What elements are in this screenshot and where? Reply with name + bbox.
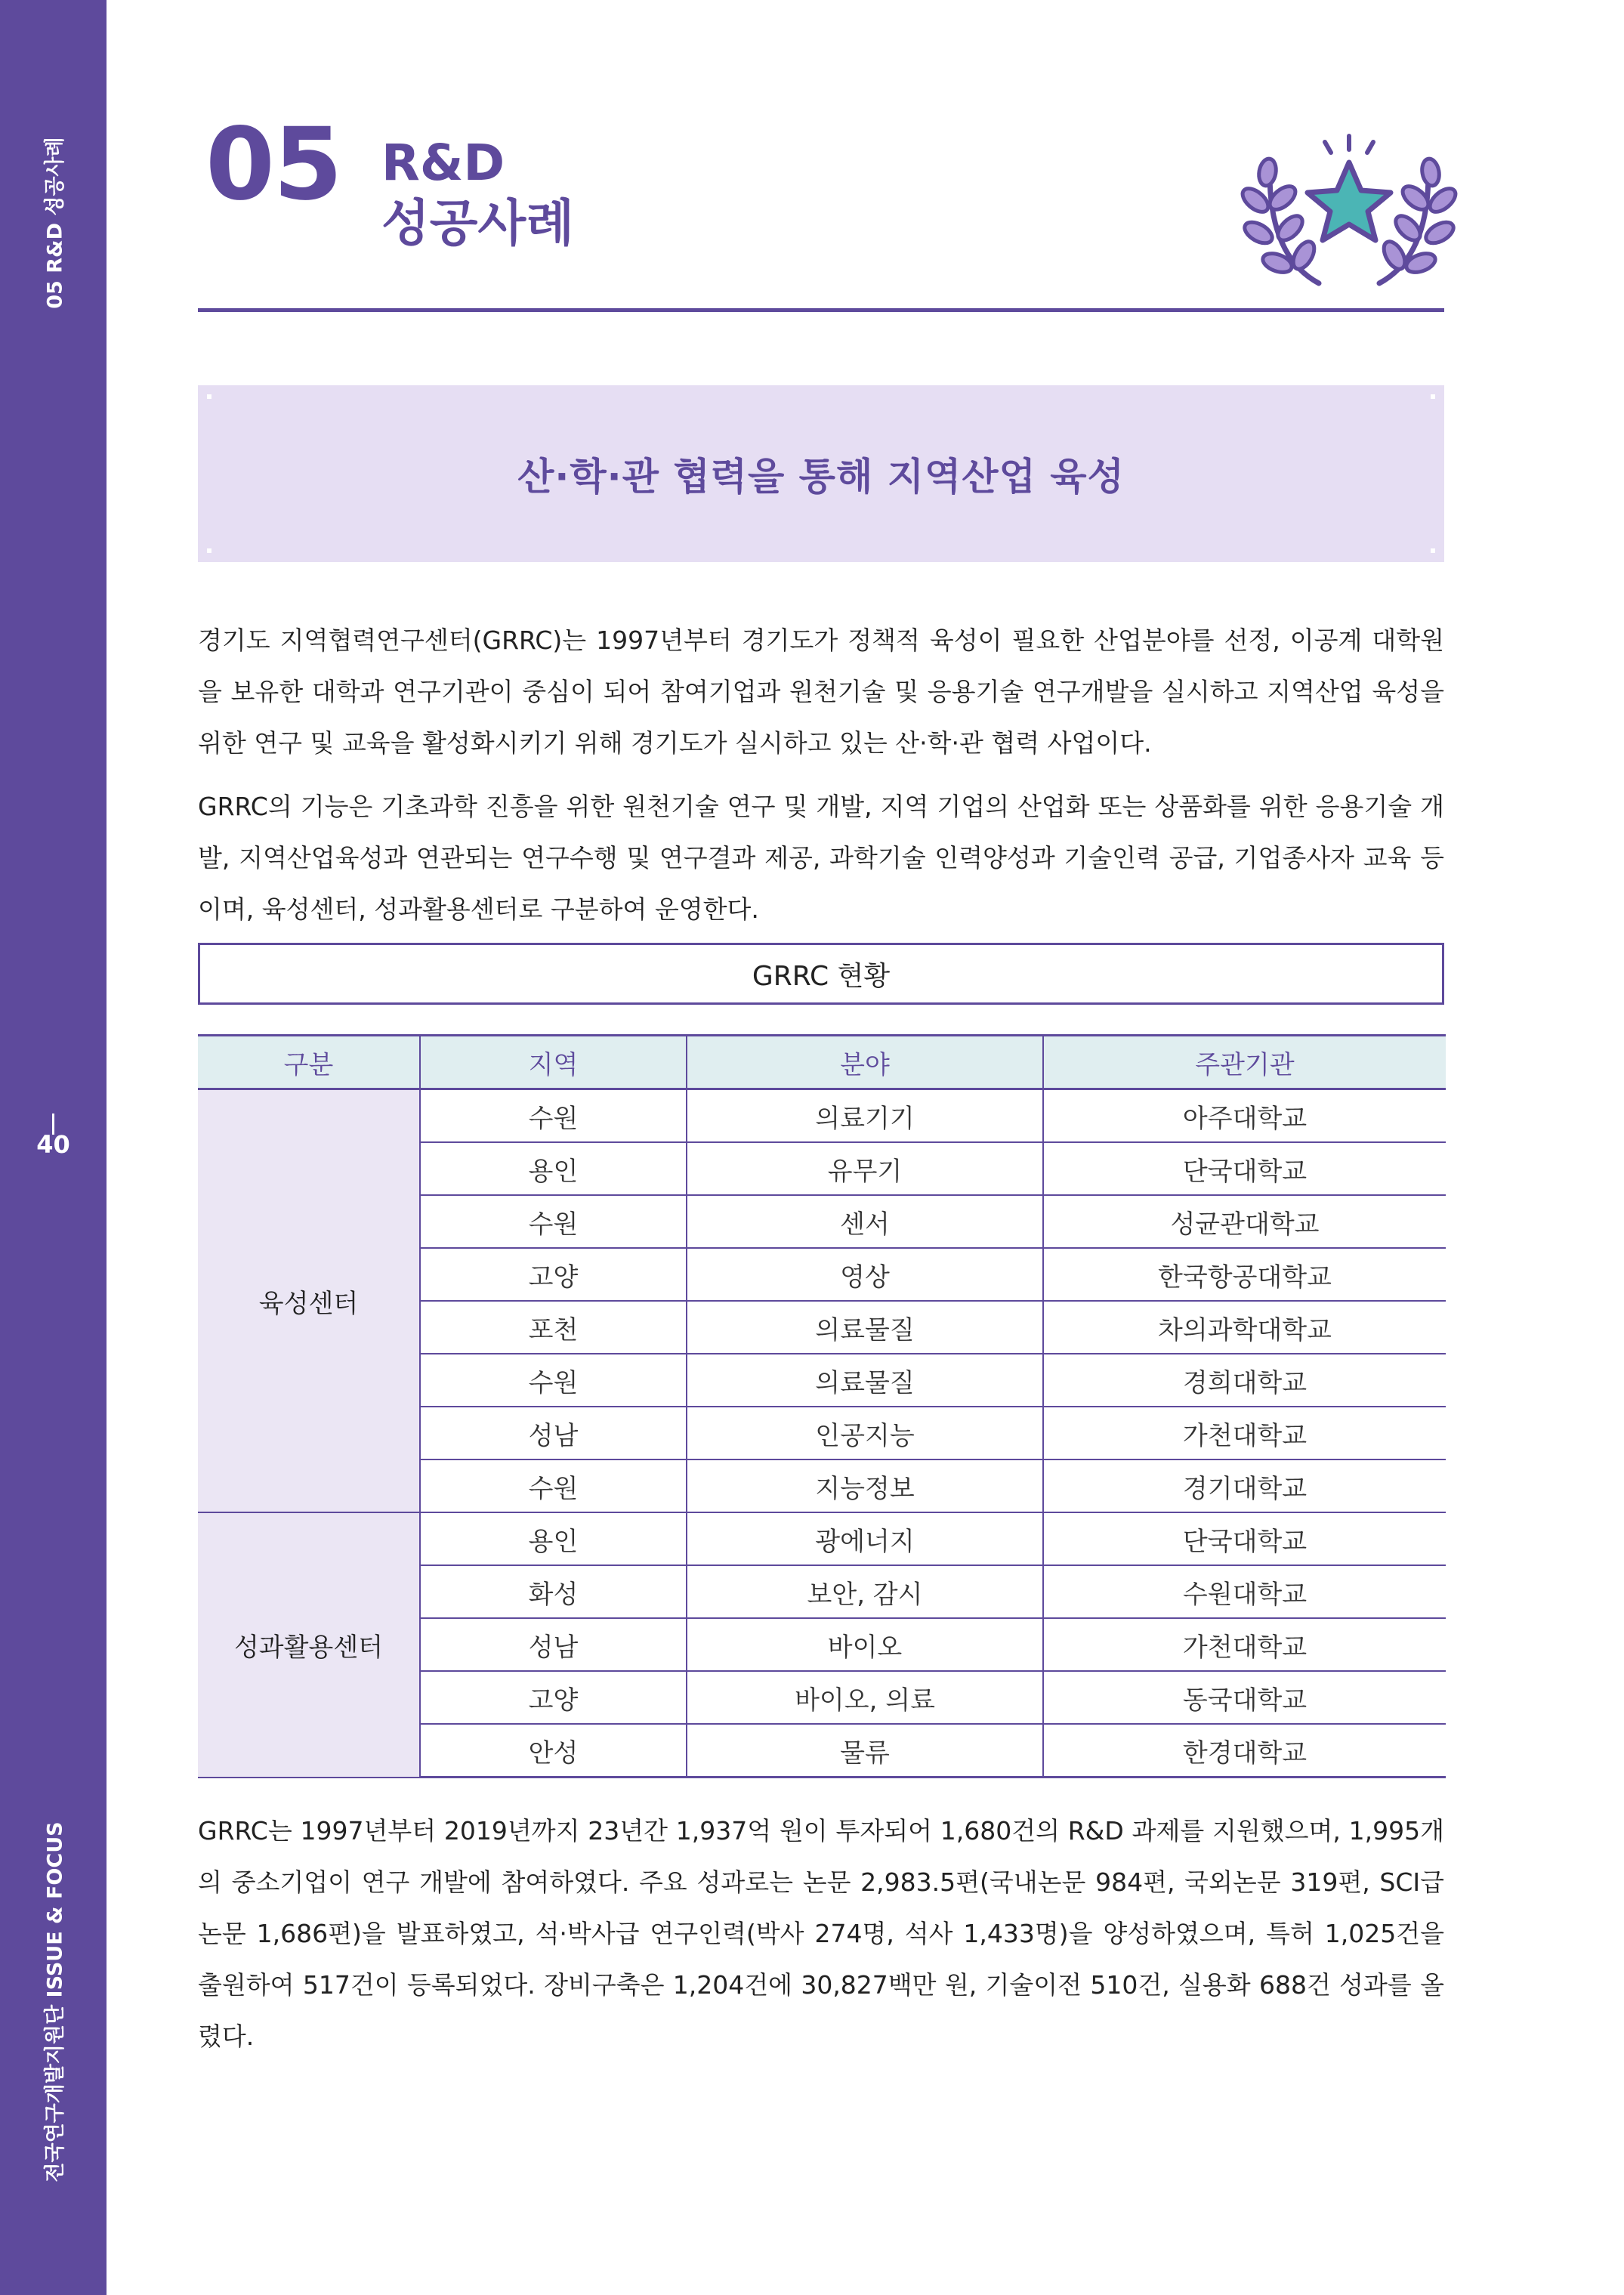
institution-cell: 가천대학교 (1043, 1407, 1446, 1459)
banner-corner-dot (1429, 547, 1437, 554)
banner-corner-dot (1429, 393, 1437, 400)
field-cell: 광에너지 (687, 1512, 1043, 1565)
field-cell: 인공지능 (687, 1407, 1043, 1459)
group-cell: 성과활용센터 (198, 1512, 420, 1778)
region-cell: 화성 (420, 1565, 687, 1618)
field-cell: 바이오 (687, 1618, 1043, 1671)
region-cell: 수원 (420, 1195, 687, 1248)
table-row (198, 1512, 1446, 1565)
institution-cell: 아주대학교 (1043, 1089, 1446, 1143)
region-cell: 포천 (420, 1301, 687, 1354)
field-cell: 센서 (687, 1195, 1043, 1248)
institution-cell: 단국대학교 (1043, 1142, 1446, 1195)
header-institution: 주관기관 (1043, 1036, 1446, 1089)
region-cell: 용인 (420, 1142, 687, 1195)
section-label: 05 R&D 성공사례 (43, 137, 67, 309)
banner-corner-dot (205, 547, 213, 554)
institution-cell: 가천대학교 (1043, 1618, 1446, 1671)
institution-cell: 동국대학교 (1043, 1671, 1446, 1724)
field-cell: 의료기기 (687, 1089, 1043, 1143)
region-cell: 수원 (420, 1354, 687, 1407)
laurel-star-icon (1236, 128, 1462, 302)
institution-cell: 한국항공대학교 (1043, 1248, 1446, 1301)
region-cell: 수원 (420, 1459, 687, 1512)
region-cell: 안성 (420, 1724, 687, 1778)
grrc-table (198, 1034, 1446, 1778)
field-cell: 보안, 감시 (687, 1565, 1043, 1618)
institution-cell: 성균관대학교 (1043, 1195, 1446, 1248)
field-cell: 물류 (687, 1724, 1043, 1778)
region-cell: 용인 (420, 1512, 687, 1565)
intro-paragraph: 경기도 지역협력연구센터(GRRC)는 1997년부터 경기도가 정책적 육성이 필요한 산업분야를 선정, 이공계 대학원을 보유한 대학과 연구기관이 중심이 되어 참여기업과 원천기술 및 응용기술 연구개발을 실시하고 지역산업 육성을 위한 연구 및 교육을 활성화시키기 위해 경기도가 실시하고 있는 산·학·관 협력 사업이다. (198, 625, 1444, 758)
results-paragraph: GRRC는 1997년부터 2019년까지 23년간 1,937억 원이 투자되어 1,680건의 R&D 과제를 지원했으며, 1,995개의 중소기업이 연구 개발에 참여하였다. 주요 성과로는 논문 2,983.5편(국내논문 984편, 국외논문 319편, SCI급 논문 1,686편)을 발표하였고, 석·박사급 연구인력(박사 274명, 석사 1,433명)을 양성하였으며, 특허 1,025건을 출원하여 517건이 등록되었다. 장비구축은 1,204건에 30,827백만 원, 기술이전 510건, 실용화 688건 성과를 올렸다. (198, 1816, 1444, 2051)
institution-cell: 수원대학교 (1043, 1565, 1446, 1618)
banner-title: 산·학·관 협력을 통해 지역산업 육성 (517, 455, 1125, 499)
region-cell: 고양 (420, 1671, 687, 1724)
section-title-line1: R&D (381, 134, 505, 192)
field-cell: 의료물질 (687, 1354, 1043, 1407)
field-cell: 유무기 (687, 1142, 1043, 1195)
region-cell: 성남 (420, 1618, 687, 1671)
section-number: 05 (205, 107, 341, 223)
institution-cell: 경기대학교 (1043, 1459, 1446, 1512)
group-cell: 육성센터 (198, 1089, 420, 1513)
side-band (0, 0, 107, 2295)
header-divider (198, 308, 1444, 312)
field-cell: 지능정보 (687, 1459, 1043, 1512)
publication-label: 전국연구개발지원단 ISSUE & FOCUS (43, 1821, 67, 2182)
section-title (381, 133, 574, 254)
region-cell: 수원 (420, 1089, 687, 1143)
field-cell: 바이오, 의료 (687, 1671, 1043, 1724)
header-region: 지역 (420, 1036, 687, 1089)
field-cell: 의료물질 (687, 1301, 1043, 1354)
region-cell: 고양 (420, 1248, 687, 1301)
table-row (198, 1089, 1446, 1143)
title-banner (198, 385, 1444, 562)
field-cell: 영상 (687, 1248, 1043, 1301)
header-field: 분야 (687, 1036, 1043, 1089)
table-caption: GRRC 현황 (198, 943, 1444, 1005)
page-number: 40 (36, 1130, 70, 1159)
institution-cell: 한경대학교 (1043, 1724, 1446, 1778)
header-category: 구분 (198, 1036, 420, 1089)
institution-cell: 차의과학대학교 (1043, 1301, 1446, 1354)
banner-corner-dot (205, 393, 213, 400)
function-paragraph: GRRC의 기능은 기초과학 진흥을 위한 원천기술 연구 및 개발, 지역 기업의 산업화 또는 상품화를 위한 응용기술 개발, 지역산업육성과 연관되는 연구수행 및 연구결과 제공, 과학기술 인력양성과 기술인력 공급, 기업종사자 교육 등이며, 육성센터, 성과활용센터로 구분하여 운영한다. (198, 792, 1444, 924)
institution-cell: 단국대학교 (1043, 1512, 1446, 1565)
institution-cell: 경희대학교 (1043, 1354, 1446, 1407)
table-header-row (198, 1036, 1446, 1089)
section-title-line2: 성공사례 (381, 194, 575, 252)
region-cell: 성남 (420, 1407, 687, 1459)
